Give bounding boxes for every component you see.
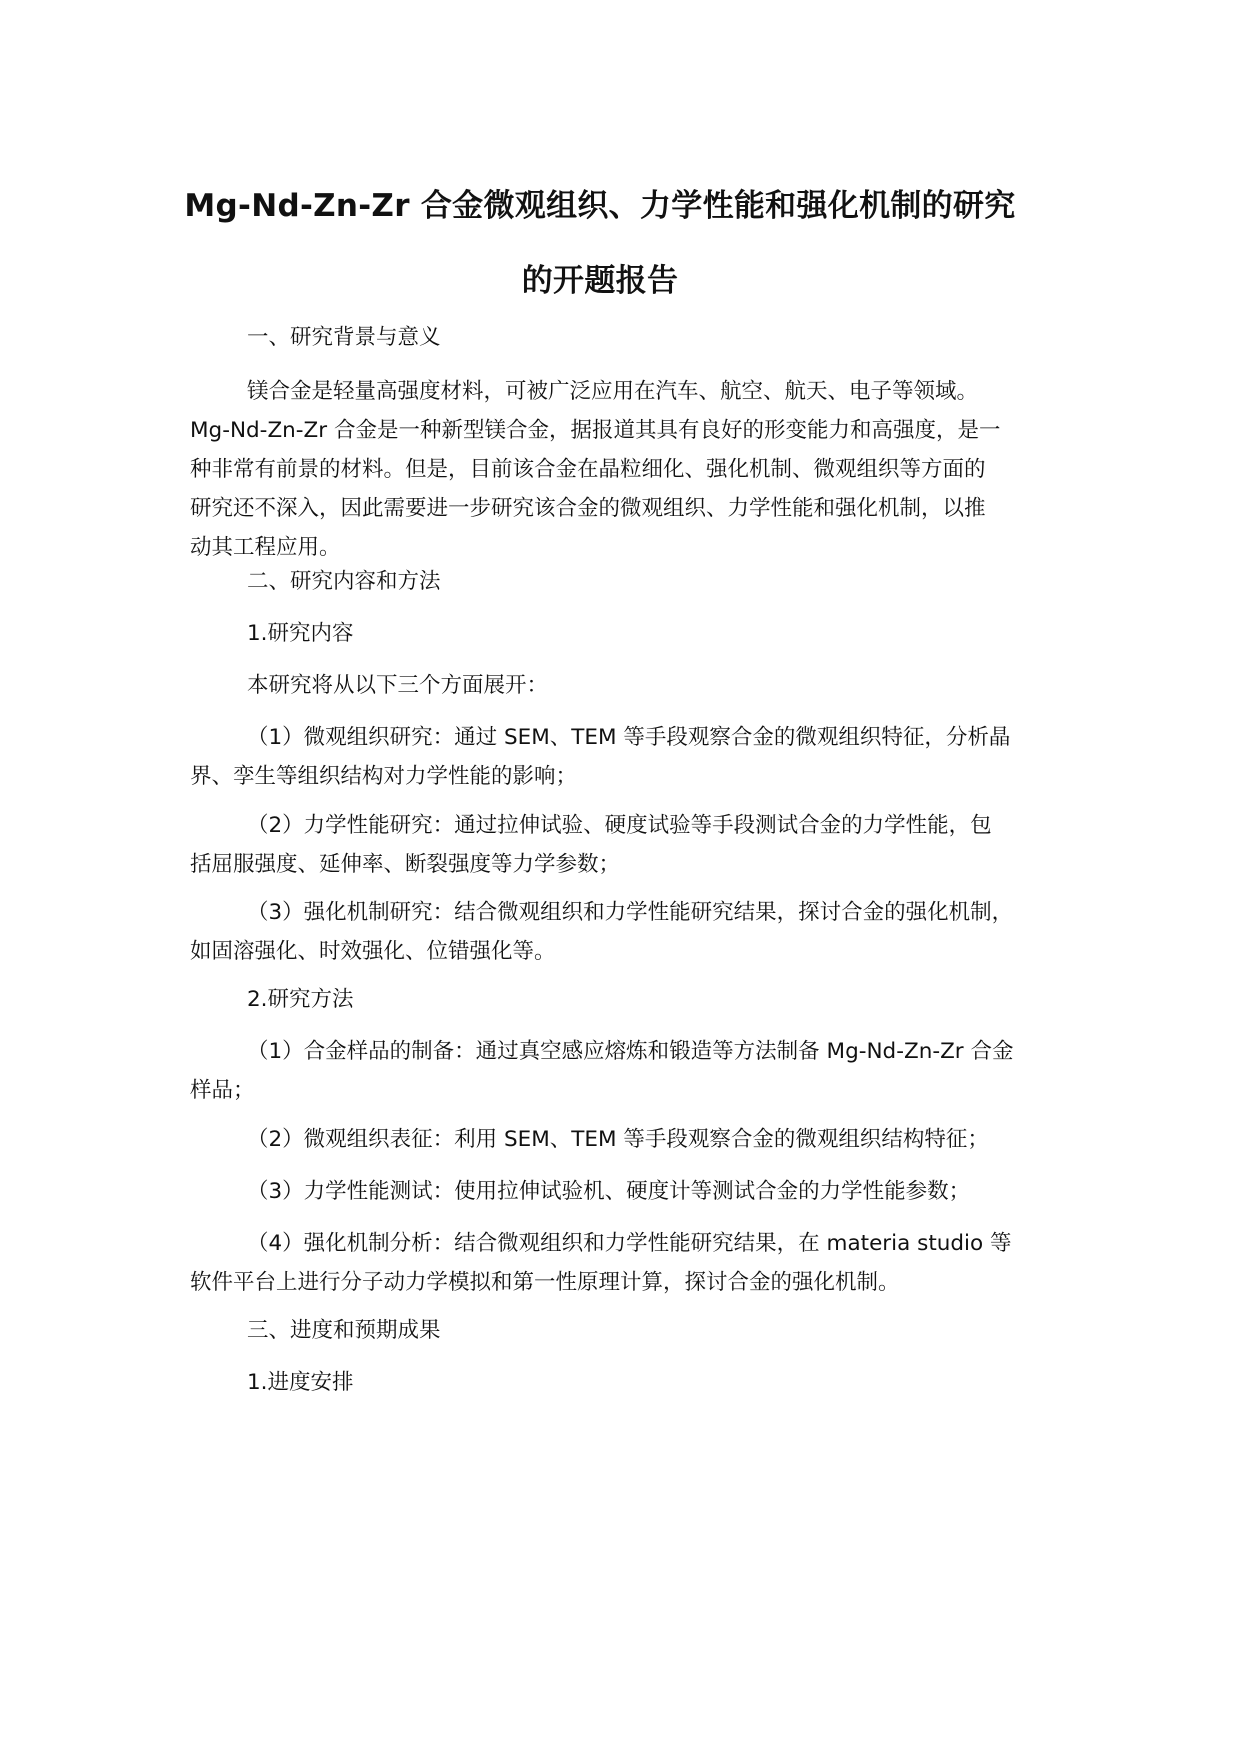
text-line: 种非常有前景的材料。但是，目前该合金在晶粒细化、强化机制、微观组织等方面的 xyxy=(190,457,986,482)
text-line: 界、孪生等组织结构对力学性能的影响； xyxy=(190,764,578,789)
text-line: 样品； xyxy=(190,1078,255,1103)
list-item-content-1 xyxy=(190,718,1070,796)
paragraph-background xyxy=(190,372,1070,567)
text-line: 2.研究方法 xyxy=(247,987,354,1012)
text-line: （2）力学性能研究：通过拉伸试验、硬度试验等手段测试合金的力学性能，包 xyxy=(247,813,992,838)
text-line: 动其工程应用。 xyxy=(190,535,341,560)
list-item-method-2 xyxy=(190,1120,1070,1159)
section-heading-content-methods xyxy=(190,562,1070,601)
text-line: 镁合金是轻量高强度材料，可被广泛应用在汽车、航空、航天、电子等领域。 xyxy=(247,379,979,404)
list-item-method-3 xyxy=(190,1172,1070,1211)
text-line: 1.研究内容 xyxy=(247,621,354,646)
list-item-method-4 xyxy=(190,1224,1070,1302)
subheading-schedule xyxy=(190,1363,1070,1402)
section-heading-background xyxy=(190,318,1070,357)
paragraph-intro xyxy=(190,666,1070,705)
text-line: 本研究将从以下三个方面展开： xyxy=(247,673,549,698)
subheading-research-content xyxy=(190,614,1070,653)
list-item-content-3 xyxy=(190,893,1070,971)
document-title-line-1: Mg-Nd-Zn-Zr 合金微观组织、力学性能和强化机制的研究 xyxy=(184,188,1016,224)
text-line: 括屈服强度、延伸率、断裂强度等力学参数； xyxy=(190,852,621,877)
text-line: （1）合金样品的制备：通过真空感应熔炼和锻造等方法制备 Mg-Nd-Zn-Zr 合金 xyxy=(247,1039,1014,1064)
text-line: （1）微观组织研究：通过 SEM、TEM 等手段观察合金的微观组织特征，分析晶 xyxy=(247,725,1011,750)
subheading-research-methods xyxy=(190,980,1070,1019)
section-heading-progress xyxy=(190,1311,1070,1350)
text-line: （3）强化机制研究：结合微观组织和力学性能研究结果，探讨合金的强化机制， xyxy=(247,900,1014,925)
text-line: 软件平台上进行分子动力学模拟和第一性原理计算，探讨合金的强化机制。 xyxy=(190,1270,900,1295)
text-line: 三、进度和预期成果 xyxy=(247,1318,441,1343)
text-line: （2）微观组织表征：利用 SEM、TEM 等手段观察合金的微观组织结构特征； xyxy=(247,1127,989,1152)
text-line: （3）力学性能测试：使用拉伸试验机、硬度计等测试合金的力学性能参数； xyxy=(247,1179,971,1204)
document-title-line-2: 的开题报告 xyxy=(521,263,679,299)
list-item-method-1 xyxy=(190,1032,1070,1110)
text-line: 如固溶强化、时效强化、位错强化等。 xyxy=(190,939,556,964)
text-line: 研究还不深入，因此需要进一步研究该合金的微观组织、力学性能和强化机制，以推 xyxy=(190,496,986,521)
text-line: 二、研究内容和方法 xyxy=(247,569,441,594)
text-line: Mg-Nd-Zn-Zr 合金是一种新型镁合金，据报道其具有良好的形变能力和高强度，是一 xyxy=(190,418,1001,443)
text-line: 一、研究背景与意义 xyxy=(247,325,441,350)
text-line: （4）强化机制分析：结合微观组织和力学性能研究结果，在 materia studio 等 xyxy=(247,1231,1012,1256)
list-item-content-2 xyxy=(190,806,1070,884)
text-line: 1.进度安排 xyxy=(247,1370,354,1395)
